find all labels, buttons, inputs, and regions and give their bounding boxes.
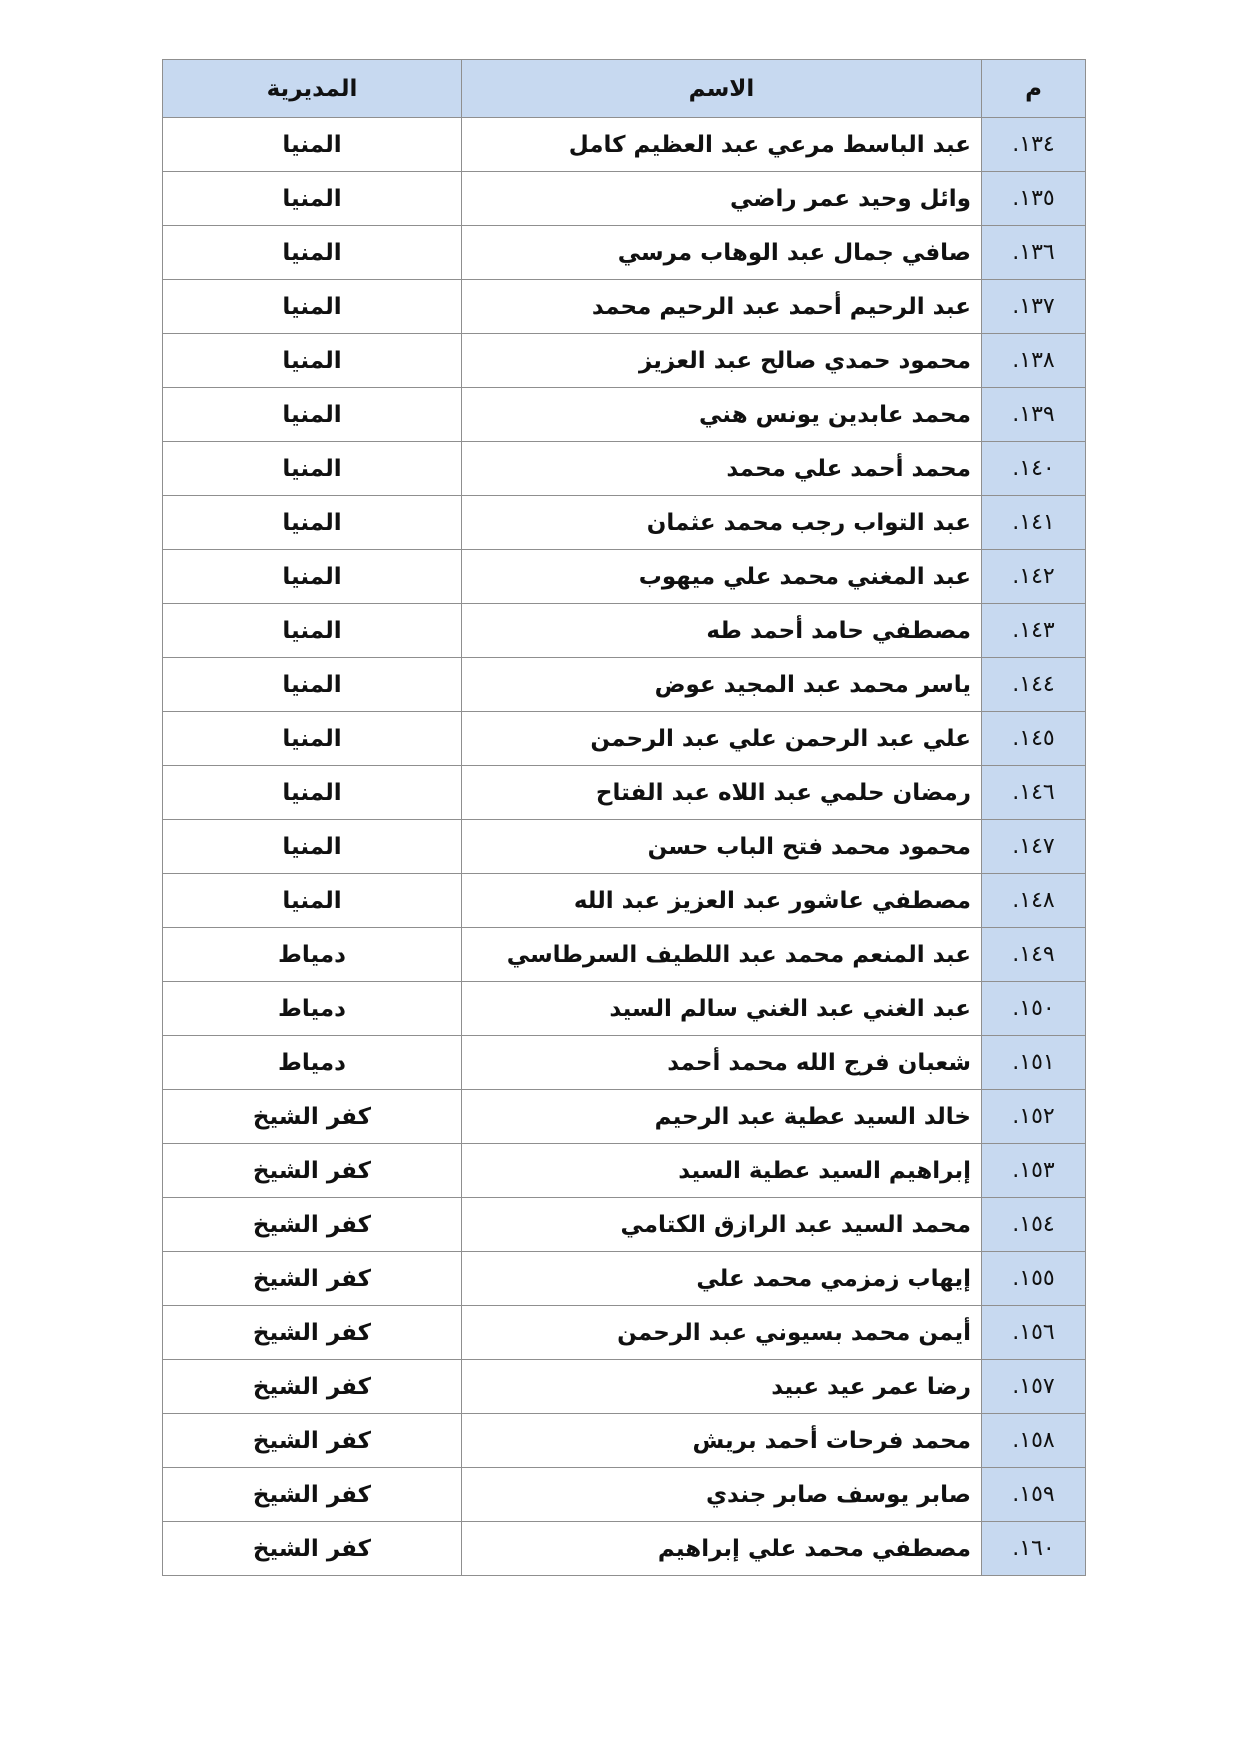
row-number: ١٤٤. bbox=[982, 658, 1086, 712]
row-number: ١٤٢. bbox=[982, 550, 1086, 604]
row-name: علي عبد الرحمن علي عبد الرحمن bbox=[462, 712, 982, 766]
row-name: محمود حمدي صالح عبد العزيز bbox=[462, 334, 982, 388]
row-directorate: المنيا bbox=[163, 388, 462, 442]
row-number: ١٣٧. bbox=[982, 280, 1086, 334]
row-directorate: المنيا bbox=[163, 712, 462, 766]
table-row bbox=[163, 982, 1086, 1036]
table-row bbox=[163, 712, 1086, 766]
row-number: ١٤٧. bbox=[982, 820, 1086, 874]
header-name: الاسم bbox=[462, 60, 982, 118]
table-row bbox=[163, 874, 1086, 928]
row-directorate: المنيا bbox=[163, 280, 462, 334]
row-number: ١٦٠. bbox=[982, 1522, 1086, 1576]
row-number: ١٥٦. bbox=[982, 1306, 1086, 1360]
row-name: مصطفي حامد أحمد طه bbox=[462, 604, 982, 658]
row-name: عبد الباسط مرعي عبد العظيم كامل bbox=[462, 118, 982, 172]
row-directorate: كفر الشيخ bbox=[163, 1252, 462, 1306]
row-name: محمد فرحات أحمد بريش bbox=[462, 1414, 982, 1468]
row-name: أيمن محمد بسيوني عبد الرحمن bbox=[462, 1306, 982, 1360]
row-number: ١٣٩. bbox=[982, 388, 1086, 442]
table-row bbox=[163, 1198, 1086, 1252]
table-row bbox=[163, 658, 1086, 712]
row-number: ١٤٠. bbox=[982, 442, 1086, 496]
row-name: عبد المنعم محمد عبد اللطيف السرطاسي bbox=[462, 928, 982, 982]
row-directorate: كفر الشيخ bbox=[163, 1468, 462, 1522]
row-directorate: كفر الشيخ bbox=[163, 1414, 462, 1468]
row-directorate: كفر الشيخ bbox=[163, 1522, 462, 1576]
table-row bbox=[163, 1252, 1086, 1306]
table-row bbox=[163, 820, 1086, 874]
row-number: ١٣٤. bbox=[982, 118, 1086, 172]
row-name: مصطفي عاشور عبد العزيز عبد الله bbox=[462, 874, 982, 928]
row-number: ١٥٣. bbox=[982, 1144, 1086, 1198]
row-name: خالد السيد عطية عبد الرحيم bbox=[462, 1090, 982, 1144]
row-name: ياسر محمد عبد المجيد عوض bbox=[462, 658, 982, 712]
row-number: ١٥٨. bbox=[982, 1414, 1086, 1468]
table-row bbox=[163, 496, 1086, 550]
table-row bbox=[163, 334, 1086, 388]
row-number: ١٤٣. bbox=[982, 604, 1086, 658]
table-row bbox=[163, 928, 1086, 982]
row-directorate: كفر الشيخ bbox=[163, 1306, 462, 1360]
row-number: ١٣٦. bbox=[982, 226, 1086, 280]
header-number: م bbox=[982, 60, 1086, 118]
table-body bbox=[163, 118, 1086, 1576]
row-directorate: المنيا bbox=[163, 496, 462, 550]
row-directorate: المنيا bbox=[163, 442, 462, 496]
row-directorate: دمياط bbox=[163, 928, 462, 982]
table-row bbox=[163, 1360, 1086, 1414]
row-directorate: المنيا bbox=[163, 658, 462, 712]
header-row bbox=[163, 60, 1086, 118]
row-number: ١٤٩. bbox=[982, 928, 1086, 982]
row-number: ١٣٨. bbox=[982, 334, 1086, 388]
row-number: ١٥٤. bbox=[982, 1198, 1086, 1252]
row-name: محمد السيد عبد الرازق الكتامي bbox=[462, 1198, 982, 1252]
row-name: وائل وحيد عمر راضي bbox=[462, 172, 982, 226]
table-row bbox=[163, 226, 1086, 280]
table-row bbox=[163, 1414, 1086, 1468]
names-table bbox=[162, 59, 1086, 1576]
row-directorate: المنيا bbox=[163, 604, 462, 658]
row-directorate: المنيا bbox=[163, 766, 462, 820]
row-directorate: كفر الشيخ bbox=[163, 1198, 462, 1252]
table-row bbox=[163, 118, 1086, 172]
row-directorate: كفر الشيخ bbox=[163, 1144, 462, 1198]
row-number: ١٤١. bbox=[982, 496, 1086, 550]
row-number: ١٣٥. bbox=[982, 172, 1086, 226]
row-number: ١٥٩. bbox=[982, 1468, 1086, 1522]
table-row bbox=[163, 1522, 1086, 1576]
row-number: ١٤٦. bbox=[982, 766, 1086, 820]
row-directorate: كفر الشيخ bbox=[163, 1360, 462, 1414]
header-directorate: المديرية bbox=[163, 60, 462, 118]
row-name: إيهاب زمزمي محمد علي bbox=[462, 1252, 982, 1306]
table-row bbox=[163, 442, 1086, 496]
row-directorate: المنيا bbox=[163, 550, 462, 604]
table-row bbox=[163, 1468, 1086, 1522]
row-name: شعبان فرج الله محمد أحمد bbox=[462, 1036, 982, 1090]
row-number: ١٥٠. bbox=[982, 982, 1086, 1036]
row-directorate: دمياط bbox=[163, 1036, 462, 1090]
table-row bbox=[163, 766, 1086, 820]
row-number: ١٤٨. bbox=[982, 874, 1086, 928]
row-name: إبراهيم السيد عطية السيد bbox=[462, 1144, 982, 1198]
table-row bbox=[163, 388, 1086, 442]
table-row bbox=[163, 172, 1086, 226]
row-number: ١٥٢. bbox=[982, 1090, 1086, 1144]
row-name: صابر يوسف صابر جندي bbox=[462, 1468, 982, 1522]
row-name: عبد الرحيم أحمد عبد الرحيم محمد bbox=[462, 280, 982, 334]
table-row bbox=[163, 1090, 1086, 1144]
row-name: عبد المغني محمد علي ميهوب bbox=[462, 550, 982, 604]
table-row bbox=[163, 1144, 1086, 1198]
row-directorate: المنيا bbox=[163, 118, 462, 172]
row-directorate: دمياط bbox=[163, 982, 462, 1036]
row-number: ١٥٥. bbox=[982, 1252, 1086, 1306]
table-row bbox=[163, 1306, 1086, 1360]
row-name: عبد التواب رجب محمد عثمان bbox=[462, 496, 982, 550]
row-directorate: المنيا bbox=[163, 172, 462, 226]
row-number: ١٤٥. bbox=[982, 712, 1086, 766]
row-name: رمضان حلمي عبد اللاه عبد الفتاح bbox=[462, 766, 982, 820]
table-row bbox=[163, 604, 1086, 658]
row-directorate: كفر الشيخ bbox=[163, 1090, 462, 1144]
row-name: عبد الغني عبد الغني سالم السيد bbox=[462, 982, 982, 1036]
row-name: محمد أحمد علي محمد bbox=[462, 442, 982, 496]
row-directorate: المنيا bbox=[163, 874, 462, 928]
row-directorate: المنيا bbox=[163, 820, 462, 874]
row-number: ١٥٧. bbox=[982, 1360, 1086, 1414]
table-row bbox=[163, 280, 1086, 334]
table-row bbox=[163, 550, 1086, 604]
row-directorate: المنيا bbox=[163, 334, 462, 388]
table-row bbox=[163, 1036, 1086, 1090]
table-header bbox=[163, 60, 1086, 118]
row-name: صافي جمال عبد الوهاب مرسي bbox=[462, 226, 982, 280]
row-name: رضا عمر عيد عبيد bbox=[462, 1360, 982, 1414]
row-directorate: المنيا bbox=[163, 226, 462, 280]
row-number: ١٥١. bbox=[982, 1036, 1086, 1090]
row-name: محمود محمد فتح الباب حسن bbox=[462, 820, 982, 874]
row-name: مصطفي محمد علي إبراهيم bbox=[462, 1522, 982, 1576]
row-name: محمد عابدين يونس هني bbox=[462, 388, 982, 442]
